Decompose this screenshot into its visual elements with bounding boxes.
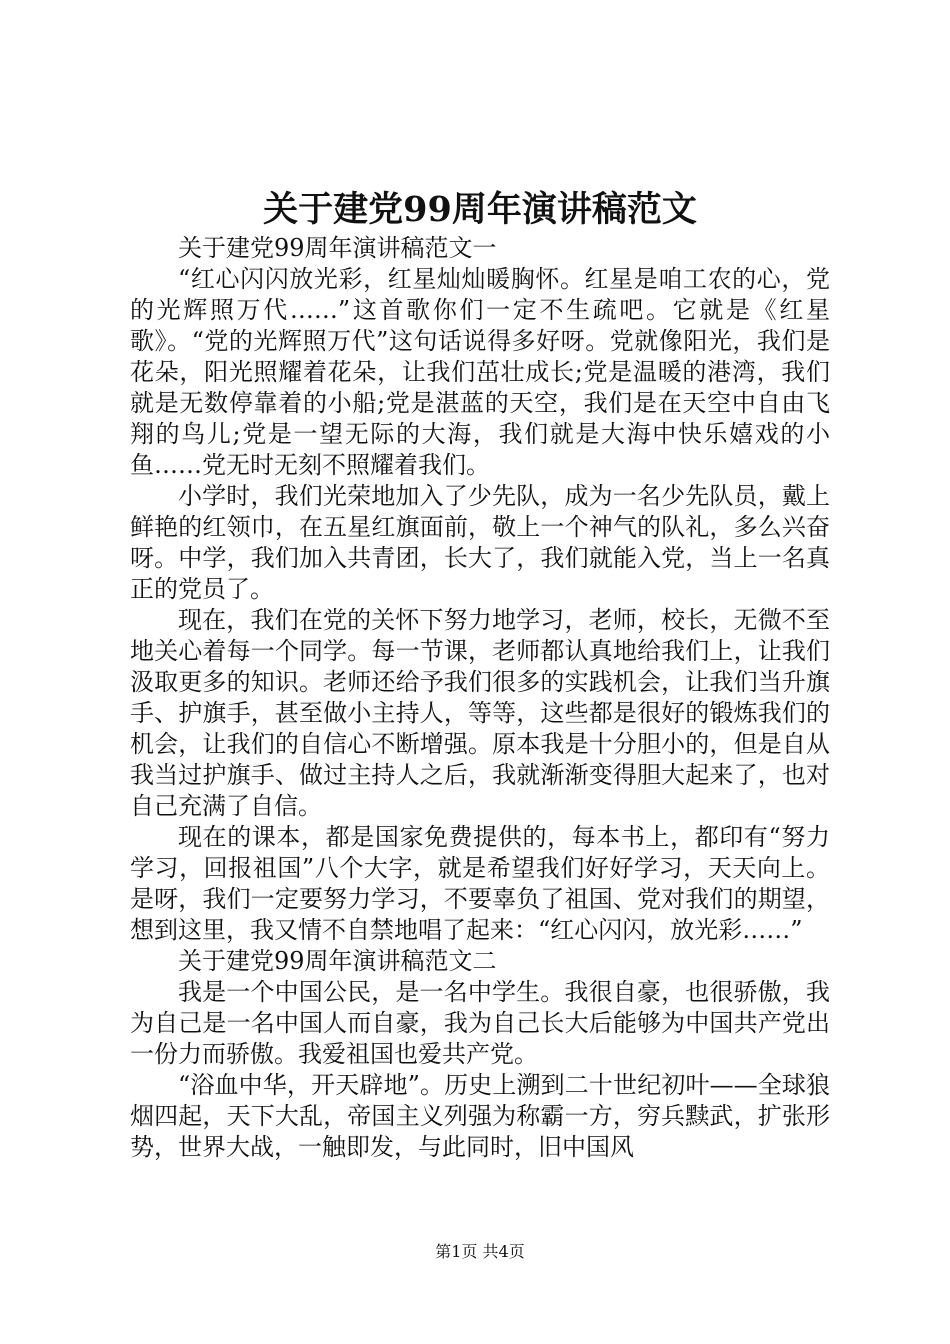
paragraph-1: “红心闪闪放光彩，红星灿灿暖胸怀。红星是咱工农的心，党的光辉照万代……”这首歌你们一定不生疏吧。它就是《红星歌》。“党的光辉照万代”这句话说得多好呀。党就像阳光，我们是花朵，阳光照耀着花朵，让我们茁壮成长;党是温暖的港湾，我们就是无数停靠着的小船;党是湛蓝的天空，我们是在天空中自由飞翔的鸟儿;党是一望无际的大海，我们就是大海中快乐嬉戏的小鱼……党无时无刻不照耀着我们。 [130, 265, 830, 479]
paragraph-6: “浴血中华，开天辟地”。历史上溯到二十世纪初叶——全球狼烟四起，天下大乱，帝国主义列强为称霸一方，穷兵黩武，扩张形势，世界大战，一触即发，与此同时，旧中国风 [130, 1071, 830, 1161]
document-body [130, 233, 830, 1163]
document-page [130, 0, 830, 1344]
section-heading-1: 关于建党99周年演讲稿范文一 [178, 234, 497, 262]
paragraph-5: 我是一个中国公民，是一名中学生。我很自豪，也很骄傲，我为自己是一名中国人而自豪，我为自己长大后能够为中国共产党出一份力而骄傲。我爱祖国也爱共产党。 [130, 978, 830, 1068]
paragraph-3: 现在，我们在党的关怀下努力地学习，老师，校长，无微不至地关心着每一个同学。每一节课，老师都认真地给我们上，让我们汲取更多的知识。老师还给予我们很多的实践机会，让我们当升旗手、护旗手，甚至做小主持人，等等，这些都是很好的锻炼我们的机会，让我们的自信心不断增强。原本我是十分胆小的，但是自从我当过护旗手、做过主持人之后，我就渐渐变得胆大起来了，也对自己充满了自信。 [130, 606, 830, 820]
page-title: 关于建党99周年演讲稿范文 [263, 189, 697, 230]
paragraph-2: 小学时，我们光荣地加入了少先队，成为一名少先队员，戴上鲜艳的红领巾，在五星红旗面前，敬上一个神气的队礼，多么兴奋呀。中学，我们加入共青团，长大了，我们就能入党，当上一名真正的党员了。 [130, 482, 830, 603]
paragraph-4: 现在的课本，都是国家免费提供的，每本书上，都印有“努力学习，回报祖国”八个大字，就是希望我们好好学习，天天向上。是呀，我们一定要努力学习，不要辜负了祖国、党对我们的期望，想到这里，我又情不自禁地唱了起来：“红心闪闪，放光彩……” [130, 823, 830, 944]
page-footer: 第1页 共4页 [435, 1242, 525, 1261]
section-heading-2: 关于建党99周年演讲稿范文二 [178, 947, 497, 975]
